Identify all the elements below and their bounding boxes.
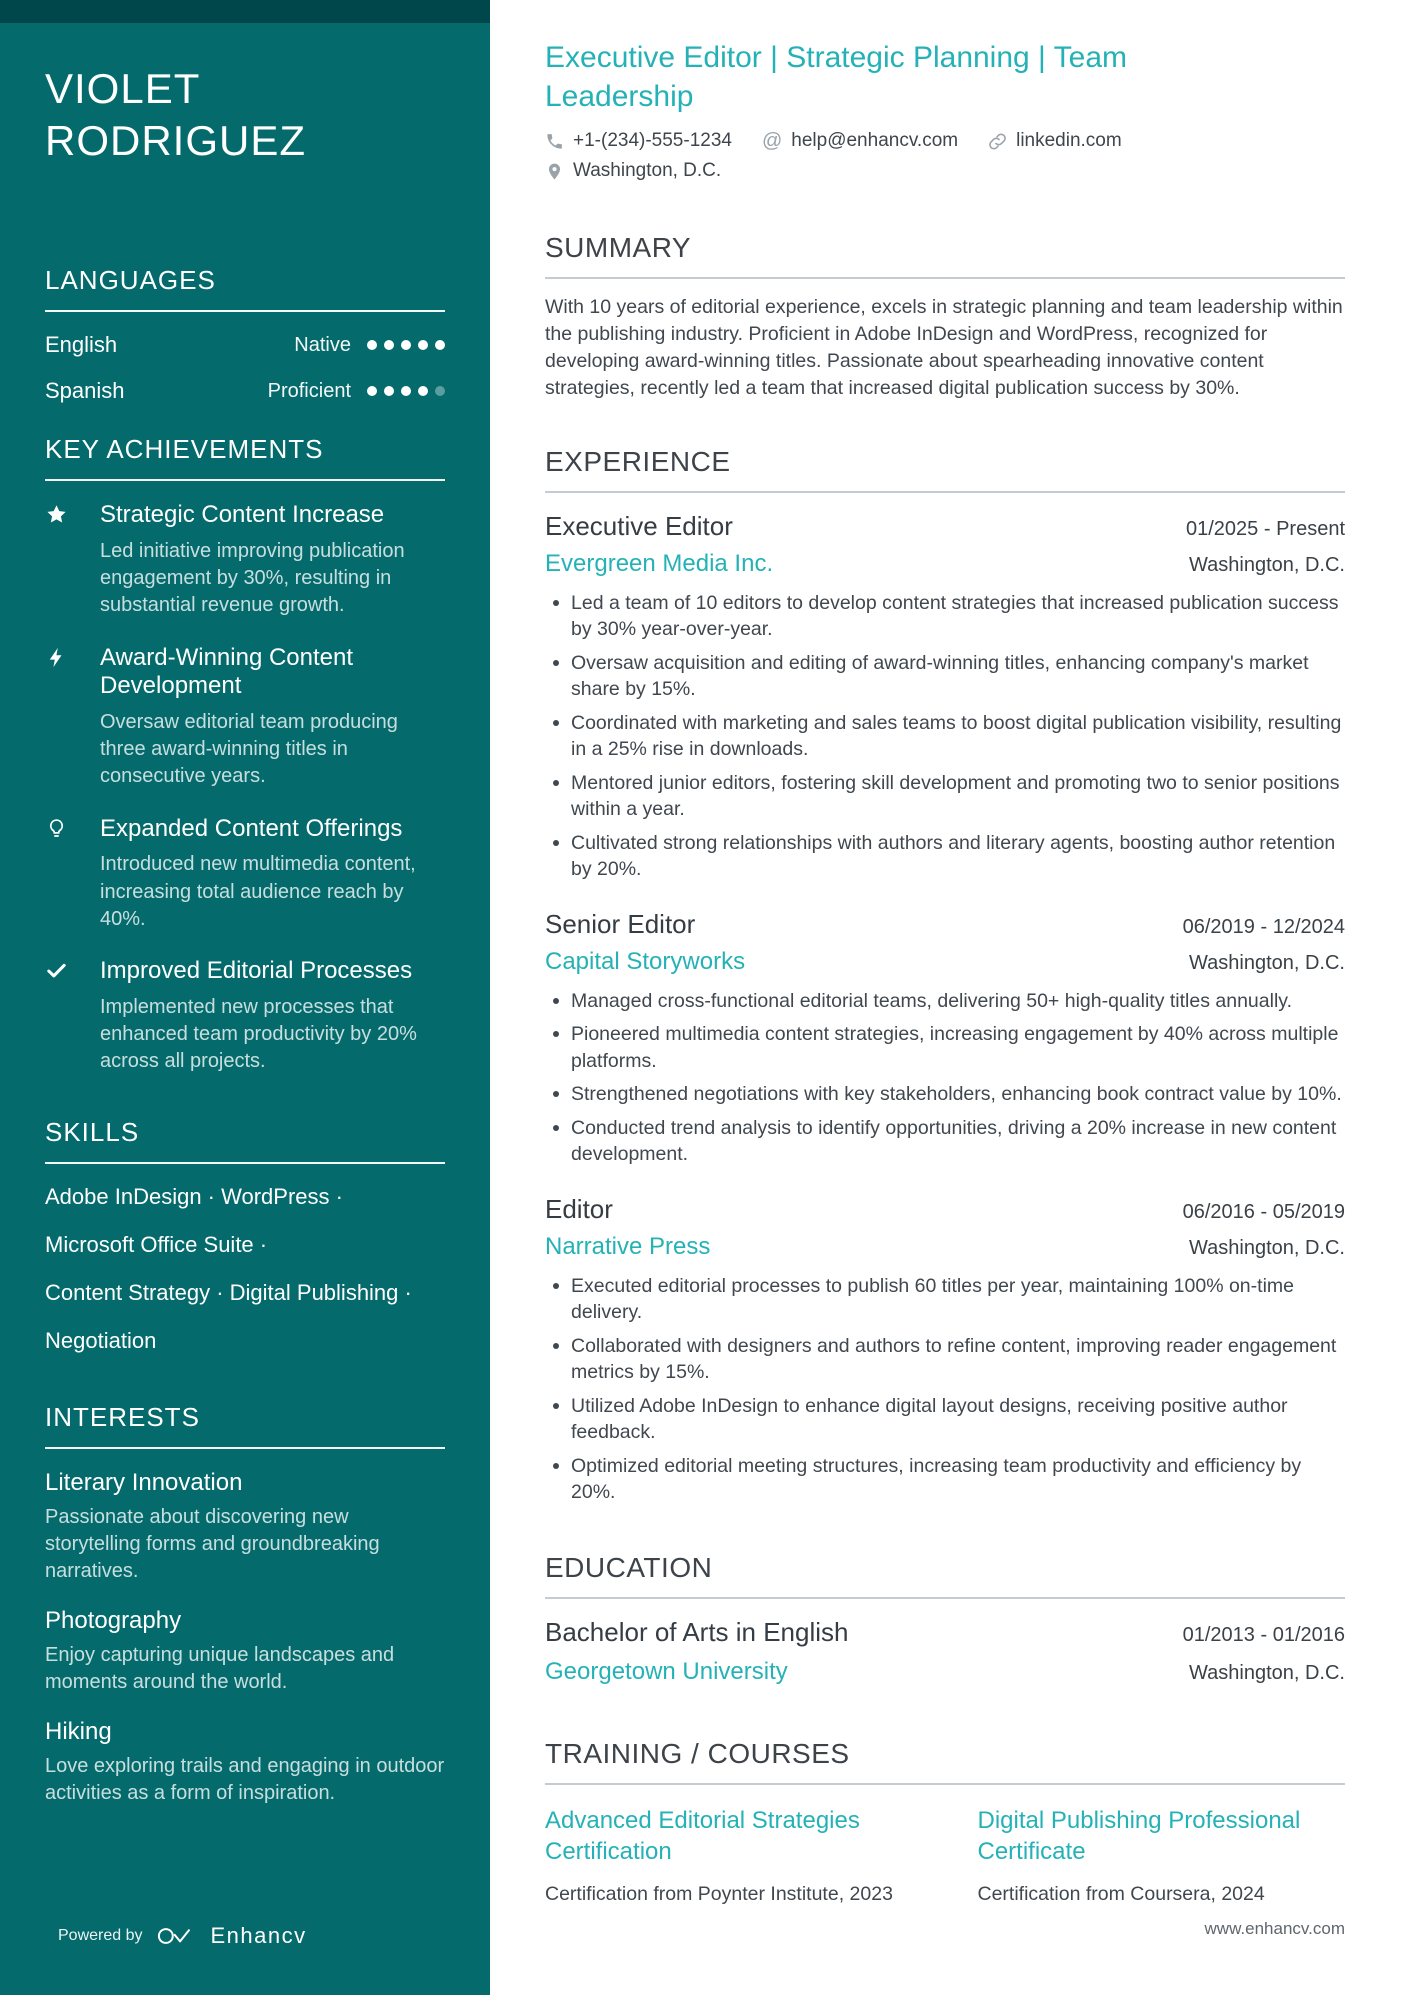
job-bullet: Cultivated strong relationships with authors and literary agents, boosting author retention by 20%. — [545, 830, 1345, 883]
enhancv-logo-icon — [157, 1925, 197, 1947]
sidebar — [0, 0, 490, 1995]
experience-entry — [545, 1194, 1345, 1506]
language-level: Proficient — [267, 379, 351, 402]
topbar-accent — [0, 0, 490, 23]
experience-heading: EXPERIENCE — [545, 446, 1345, 493]
job-bullets — [545, 590, 1345, 883]
bulb-icon — [45, 815, 100, 933]
summary-heading: SUMMARY — [545, 232, 1345, 279]
section-training-courses — [545, 1738, 1345, 1908]
skills-line: Negotiation — [45, 1328, 157, 1354]
resume-headline: Executive Editor | Strategic Planning | Team Leadership — [545, 41, 1127, 113]
job-title: Senior Editor — [545, 908, 696, 939]
company-name: Narrative Press — [545, 1232, 711, 1260]
experience-entry — [545, 511, 1345, 883]
interest-title: Photography — [45, 1607, 182, 1635]
section-skills — [45, 1117, 445, 1354]
skills-line: Content Strategy · Digital Publishing · — [45, 1280, 412, 1306]
achievement-title: Expanded Content Offerings — [100, 814, 403, 842]
skills-list — [45, 1184, 445, 1354]
section-key-achievements — [45, 434, 445, 1075]
interest-description: Enjoy capturing unique landscapes and moments around the world. — [45, 1644, 395, 1694]
website-value: linkedin.com — [1016, 130, 1122, 151]
contact-row-2 — [545, 160, 1345, 182]
achievement-title: Strategic Content Increase — [100, 501, 385, 529]
interest-item — [45, 1607, 445, 1696]
job-bullet: Utilized Adobe InDesign to enhance digital layout designs, receiving positive author feedback. — [545, 1393, 1345, 1446]
language-level: Native — [294, 333, 351, 356]
section-summary — [545, 232, 1345, 402]
degree-title: Bachelor of Arts in English — [545, 1617, 849, 1647]
proficiency-dot — [367, 386, 377, 396]
job-bullets — [545, 1273, 1345, 1506]
job-bullet: Optimized editorial meeting structures, increasing team productivity and efficiency by 20%. — [545, 1453, 1345, 1506]
education-heading: EDUCATION — [545, 1552, 1345, 1599]
education-dates: 01/2013 - 01/2016 — [1182, 1624, 1345, 1646]
job-bullet: Oversaw acquisition and editing of award-winning titles, enhancing company's market share by 15%. — [545, 650, 1345, 703]
job-bullet: Coordinated with marketing and sales teams to boost digital publication visibility, resulting in a 25% rise in downloads. — [545, 710, 1345, 763]
job-title: Executive Editor — [545, 510, 733, 541]
languages-list — [45, 332, 445, 404]
course-item — [545, 1805, 913, 1908]
course-title: Digital Publishing Professional Certificate — [977, 1807, 1301, 1866]
proficiency-dot — [435, 386, 445, 396]
phone-contact — [545, 130, 732, 152]
proficiency-dot — [418, 386, 428, 396]
job-bullet: Collaborated with designers and authors to refine content, improving reader engagement metrics by 15%. — [545, 1333, 1345, 1386]
language-row — [45, 332, 445, 358]
job-bullet: Managed cross-functional editorial teams, delivering 50+ high-quality titles annually. — [545, 988, 1345, 1015]
job-location: Washington, D.C. — [1189, 1236, 1345, 1259]
achievement-description: Introduced new multimedia content, increasing total audience reach by 40%. — [100, 853, 416, 930]
interest-item — [45, 1469, 445, 1585]
job-location: Washington, D.C. — [1189, 951, 1345, 974]
achievement-item — [45, 501, 445, 619]
powered-by-label: Powered by — [58, 1927, 143, 1944]
course-description: Certification from Coursera, 2024 — [977, 1883, 1265, 1906]
section-education — [545, 1552, 1345, 1686]
job-title: Editor — [545, 1193, 613, 1224]
achievement-title: Award-Winning Content Development — [100, 643, 354, 700]
check-icon — [45, 957, 100, 1075]
job-bullets — [545, 988, 1345, 1168]
company-name: Evergreen Media Inc. — [545, 549, 774, 577]
enhancv-brand: Enhancv — [210, 1923, 307, 1948]
job-dates: 06/2019 - 12/2024 — [1182, 915, 1345, 938]
phone-icon — [545, 132, 564, 151]
proficiency-dot — [418, 340, 428, 350]
course-description: Certification from Poynter Institute, 2023 — [545, 1883, 893, 1906]
section-languages — [45, 265, 445, 404]
skills-line: Adobe InDesign · WordPress · — [45, 1184, 343, 1210]
interest-item — [45, 1718, 445, 1807]
link-icon — [988, 132, 1007, 151]
powered-by — [58, 1923, 307, 1949]
achievement-item — [45, 644, 445, 791]
summary-text: With 10 years of editorial experience, excels in strategic planning and team leadership within the publishing industry. Proficient in Adobe InDesign and WordPress, recognized for developing award-winning titles. Passionate about spearheading innovative content strategies, recently led a team that increased digital publication success by 30%. — [545, 296, 1343, 399]
proficiency-dot — [367, 340, 377, 350]
job-bullet: Led a team of 10 editors to develop content strategies that increased publication success by 30% year-over-year. — [545, 590, 1345, 643]
experience-entry — [545, 909, 1345, 1168]
interests-list — [45, 1469, 445, 1807]
section-experience — [545, 446, 1345, 1506]
contact-row-1 — [545, 130, 1345, 152]
proficiency-dot — [401, 386, 411, 396]
languages-heading: LANGUAGES — [45, 265, 445, 312]
candidate-name: VIOLET RODRIGUEZ — [45, 65, 306, 165]
achievement-item — [45, 815, 445, 933]
job-bullet: Strengthened negotiations with key stakeholders, enhancing book contract value by 10%. — [545, 1081, 1345, 1108]
skills-heading: SKILLS — [45, 1117, 445, 1164]
location-value: Washington, D.C. — [573, 160, 722, 181]
location-pin-icon — [545, 162, 564, 181]
email-value: help@enhancv.com — [791, 130, 959, 151]
job-bullet: Pioneered multimedia content strategies, increasing engagement by 40% across multiple platforms. — [545, 1021, 1345, 1074]
bolt-icon — [45, 644, 100, 791]
proficiency-dots — [367, 340, 445, 350]
training-heading: TRAINING / COURSES — [545, 1738, 1345, 1785]
skills-line: Microsoft Office Suite · — [45, 1232, 268, 1258]
website-contact[interactable] — [988, 130, 1122, 152]
interest-title: Hiking — [45, 1718, 112, 1746]
job-bullet: Conducted trend analysis to identify opportunities, driving a 20% increase in new content development. — [545, 1115, 1345, 1168]
school-name: Georgetown University — [545, 1658, 788, 1685]
language-name: English — [45, 332, 118, 358]
interests-heading: INTERESTS — [45, 1402, 445, 1449]
interest-description: Passionate about discovering new storytelling forms and groundbreaking narratives. — [45, 1506, 380, 1583]
proficiency-dot — [435, 340, 445, 350]
interest-title: Literary Innovation — [45, 1469, 243, 1497]
job-bullet: Mentored junior editors, fostering skill development and promoting two to senior positions within a year. — [545, 770, 1345, 823]
star-icon — [45, 501, 100, 619]
achievement-description: Led initiative improving publication engagement by 30%, resulting in substantial revenue growth. — [100, 539, 405, 617]
at-icon: @ — [761, 130, 783, 152]
email-contact[interactable] — [762, 130, 958, 152]
job-bullet: Executed editorial processes to publish 60 titles per year, maintaining 100% on-time delivery. — [545, 1273, 1345, 1326]
phone-value: +1-(234)-555-1234 — [573, 130, 732, 151]
achievements-list — [45, 501, 445, 1075]
proficiency-dots — [367, 386, 445, 396]
proficiency-dot — [384, 340, 394, 350]
achievement-description: Implemented new processes that enhanced team productivity by 20% across all projects. — [100, 995, 417, 1073]
section-interests — [45, 1402, 445, 1807]
achievement-description: Oversaw editorial team producing three award-winning titles in consecutive years. — [100, 711, 398, 788]
achievement-title: Improved Editorial Processes — [100, 957, 413, 985]
main-column — [490, 0, 1410, 1995]
education-entry — [545, 1617, 1345, 1686]
job-dates: 06/2016 - 05/2019 — [1182, 1200, 1345, 1223]
job-dates: 01/2025 - Present — [1186, 517, 1345, 540]
site-url[interactable]: www.enhancv.com — [1204, 1919, 1345, 1938]
job-location: Washington, D.C. — [1189, 553, 1345, 576]
language-row — [45, 378, 445, 404]
jobs-list — [545, 511, 1345, 1506]
contact-block — [545, 130, 1345, 182]
training-list — [545, 1805, 1345, 1908]
education-location: Washington, D.C. — [1189, 1662, 1345, 1684]
key-achievements-heading: KEY ACHIEVEMENTS — [45, 434, 445, 481]
achievement-item — [45, 957, 445, 1075]
company-name: Capital Storyworks — [545, 947, 746, 975]
interest-description: Love exploring trails and engaging in outdoor activities as a form of inspiration. — [45, 1755, 445, 1805]
proficiency-dot — [401, 340, 411, 350]
proficiency-dot — [384, 386, 394, 396]
language-name: Spanish — [45, 378, 125, 404]
course-title: Advanced Editorial Strategies Certification — [545, 1807, 860, 1866]
course-item — [978, 1805, 1346, 1908]
location-contact — [545, 160, 721, 182]
